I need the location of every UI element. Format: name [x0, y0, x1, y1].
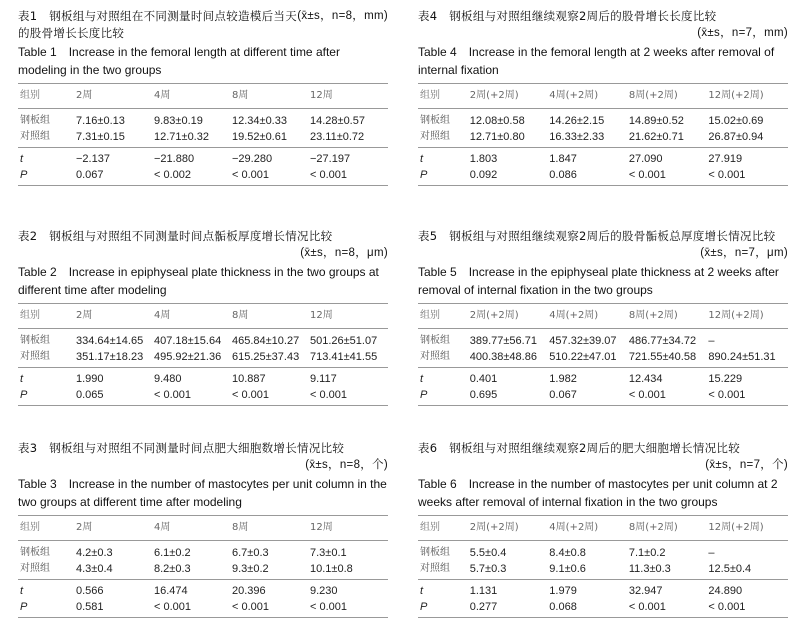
- table-stat-note: (x̄±s，n=8，μm): [300, 247, 388, 259]
- table-3: [18, 440, 388, 618]
- table-row: 钢板组 5.5±0.4 8.4±0.8 7.1±0.2 –: [420, 547, 715, 559]
- stat-rows: [418, 148, 788, 185]
- table-grid: [418, 83, 788, 186]
- group-rows: [418, 541, 788, 580]
- table-stat-note: (x̄±s，n=7，mm): [697, 27, 788, 39]
- table-header-row: 组别 2周(+2周) 4周(+2周) 8周(+2周) 12周(+2周): [418, 304, 788, 329]
- table-caption-zh: 表5 钢板组与对照组继续观察2周后的股骨骺板总厚度增长情况比较 (x̄±s，n=7，μm): [418, 228, 788, 262]
- stat-rows: [18, 148, 388, 185]
- table-row: P 0.277 0.068 < 0.001 < 0.001: [420, 601, 746, 613]
- table-stat-note: (x̄±s，n=8，个): [305, 459, 388, 471]
- table-row: t 0.566 16.474 20.396 9.230: [20, 585, 338, 597]
- table-row: P 0.092 0.086 < 0.001 < 0.001: [420, 169, 746, 181]
- table-2: [18, 228, 388, 406]
- table-header-row: 组别 2周(+2周) 4周(+2周) 8周(+2周) 12周(+2周): [418, 84, 788, 109]
- stat-rows: [18, 580, 388, 617]
- table-row: 钢板组 389.77±56.71 457.32±39.07 486.77±34.72 –: [420, 335, 715, 347]
- table-1: [18, 8, 388, 186]
- stat-rows: [418, 580, 788, 617]
- table-row: 钢板组 7.16±0.13 9.83±0.19 12.34±0.33 14.28±0.57: [20, 115, 365, 127]
- table-caption-en: Table 1 Increase in the femoral length at different time after modeling in the two groups: [18, 45, 340, 77]
- table-stat-note: (x̄±s，n=7，个): [705, 459, 788, 471]
- table-caption-zh: 表4 钢板组与对照组继续观察2周后的股骨增长长度比较 (x̄±s，n=7，mm): [418, 8, 788, 42]
- table-row: 对照组 400.38±48.86 510.22±47.01 721.55±40.58 890.24±51.31: [420, 351, 776, 363]
- group-rows: [18, 541, 388, 580]
- table-caption-en: Table 4 Increase in the femoral length at 2 weeks after removal of internal fixation: [418, 45, 775, 77]
- table-row: 对照组 351.17±18.23 495.92±21.36 615.25±37.43 713.41±41.55: [20, 351, 378, 363]
- table-caption-zh: 表3 钢板组与对照组不同测量时间点肥大细胞数增长情况比较 (x̄±s，n=8，个): [18, 440, 388, 474]
- group-rows: [418, 329, 788, 368]
- table-row: t 1.131 1.979 32.947 24.890: [420, 585, 743, 597]
- table-grid: [18, 303, 388, 406]
- table-6: [418, 440, 788, 618]
- table-row: t 1.990 9.480 10.887 9.117: [20, 373, 337, 385]
- table-header-row: 组别 2周 4周 8周 12周: [18, 84, 388, 109]
- table-header-row: 组别 2周 4周 8周 12周: [18, 516, 388, 541]
- table-row: t 0.401 1.982 12.434 15.229: [420, 373, 743, 385]
- table-row: P 0.695 0.067 < 0.001 < 0.001: [420, 389, 746, 401]
- table-row: P 0.581 < 0.001 < 0.001 < 0.001: [20, 601, 348, 613]
- table-row: P 0.067 < 0.002 < 0.001 < 0.001: [20, 169, 348, 181]
- table-grid: [418, 303, 788, 406]
- table-caption-zh: 表2 钢板组与对照组不同测量时间点骺板厚度增长情况比较 (x̄±s，n=8，μm): [18, 228, 388, 262]
- table-row: t 1.803 1.847 27.090 27.919: [420, 153, 743, 165]
- table-row: 钢板组 334.64±14.65 407.18±15.64 465.84±10.27 501.26±51.07: [20, 335, 378, 347]
- table-row: 对照组 7.31±0.15 12.71±0.32 19.52±0.61 23.11±0.72: [20, 131, 365, 143]
- table-stat-note: (x̄±s，n=7，μm): [700, 247, 788, 259]
- table-caption-en: Table 5 Increase in the epiphyseal plate thickness at 2 weeks after removal of internal fixation in the two groups: [418, 265, 779, 297]
- table-row: P 0.065 < 0.001 < 0.001 < 0.001: [20, 389, 348, 401]
- table-4: [418, 8, 788, 186]
- stat-rows: [418, 368, 788, 405]
- table-grid: [18, 515, 388, 618]
- table-header-row: 组别 2周 4周 8周 12周: [18, 304, 388, 329]
- table-caption-zh: (x̄±s，n=8，mm) 表1 钢板组与对照组在不同测量时间点较造模后当天的股骨增长长度比较: [18, 9, 388, 40]
- table-caption-en: Table 3 Increase in the number of mastocytes per unit column in the two groups at different time after modeling: [18, 477, 387, 509]
- table-5: [418, 228, 788, 406]
- table-stat-note: (x̄±s，n=8，mm): [297, 10, 388, 22]
- table-row: 对照组 4.3±0.4 8.2±0.3 9.3±0.2 10.1±0.8: [20, 563, 353, 575]
- table-row: 钢板组 12.08±0.58 14.26±2.15 14.89±0.52 15.02±0.69: [420, 115, 764, 127]
- table-caption-en: Table 6 Increase in the number of mastocytes per unit column at 2 weeks after removal of internal fixation in the two groups: [418, 477, 778, 509]
- group-rows: [18, 329, 388, 368]
- table-row: 对照组 5.7±0.3 9.1±0.6 11.3±0.3 12.5±0.4: [420, 563, 752, 575]
- table-row: t −2.137 −21.880 −29.280 −27.197: [20, 153, 351, 165]
- stat-rows: [18, 368, 388, 405]
- table-row: 对照组 12.71±0.80 16.33±2.33 21.62±0.71 26.87±0.94: [420, 131, 764, 143]
- group-rows: [418, 109, 788, 148]
- table-grid: [18, 83, 388, 186]
- table-caption-en: Table 2 Increase in epiphyseal plate thickness in the two groups at different time after modeling: [18, 265, 379, 297]
- table-header-row: 组别 2周(+2周) 4周(+2周) 8周(+2周) 12周(+2周): [418, 516, 788, 541]
- table-row: 钢板组 4.2±0.3 6.1±0.2 6.7±0.3 7.3±0.1: [20, 547, 347, 559]
- group-rows: [18, 109, 388, 148]
- table-caption-zh: 表6 钢板组与对照组继续观察2周后的肥大细胞增长情况比较 (x̄±s，n=7，个): [418, 440, 788, 474]
- table-grid: [418, 515, 788, 618]
